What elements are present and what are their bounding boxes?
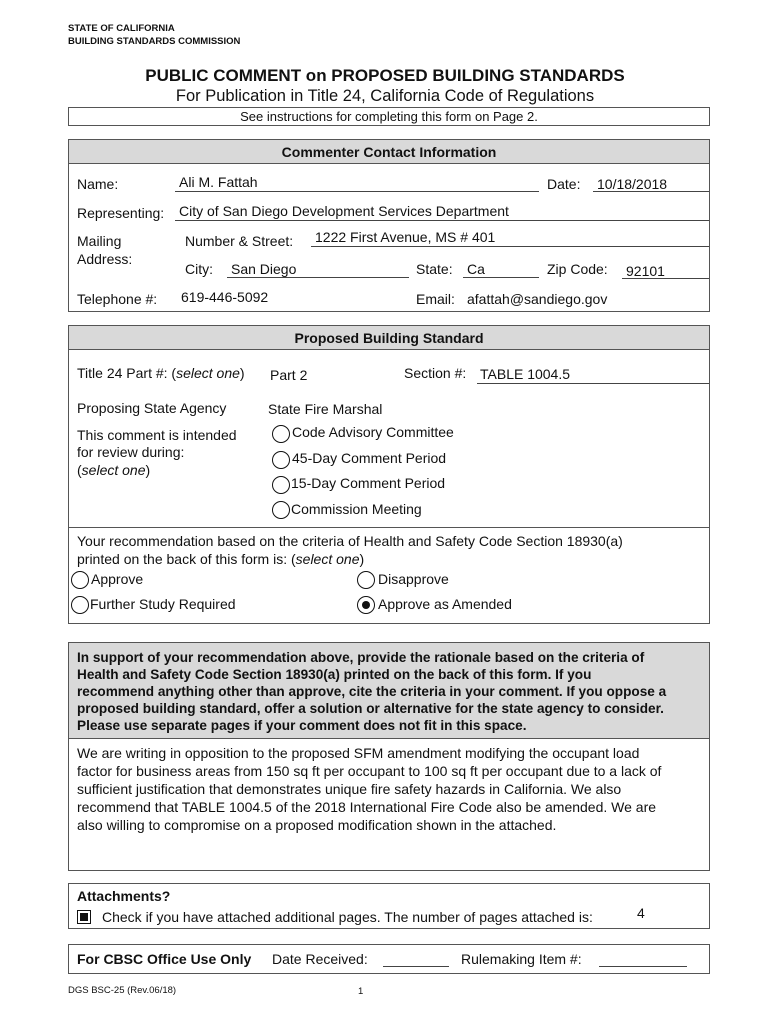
rec-option-further-study: Further Study Required (90, 596, 236, 612)
name-label: Name: (77, 176, 119, 192)
form-subtitle: For Publication in Title 24, California Code of Regulations (175, 87, 595, 105)
review-radio-cac[interactable] (272, 425, 290, 443)
agency-label: Proposing State Agency (77, 400, 227, 416)
state-value[interactable]: Ca (467, 261, 485, 277)
representing-label: Representing: (77, 205, 165, 221)
contact-section (68, 139, 710, 312)
agency-header (68, 22, 240, 48)
name-line (175, 191, 539, 192)
zip-value[interactable]: 92101 (626, 263, 665, 279)
page-number: 1 (358, 986, 364, 997)
review-option-15day: 15-Day Comment Period (291, 475, 446, 491)
contact-header: Commenter Contact Information (69, 140, 709, 164)
comment-text-area[interactable] (77, 744, 703, 834)
review-label-2: for review during: (77, 444, 185, 460)
comment-line: factor for business areas from 150 sq ft per occupant to 100 sq ft per occupant due to a lack of (77, 763, 662, 779)
email-label: Email: (416, 291, 455, 307)
date-value[interactable]: 10/18/2018 (597, 176, 668, 192)
street-label: Number & Street: (185, 233, 294, 249)
attachments-checkbox[interactable] (77, 910, 91, 924)
instructions-note: See instructions for completing this form on Page 2. (68, 107, 710, 126)
rationale-section (68, 642, 710, 871)
zip-label: Zip Code: (547, 261, 608, 277)
state-label: State: (416, 261, 453, 277)
review-radio-15day[interactable] (272, 476, 290, 494)
rec-radio-approve[interactable] (71, 571, 89, 589)
agency-line2: BUILDING STANDARDS COMMISSION (68, 36, 241, 47)
email-value[interactable]: afattah@sandiego.gov (467, 291, 608, 307)
city-line (227, 277, 409, 278)
proposed-section (68, 325, 710, 624)
comment-line: sufficient justification that demonstrates unique fire safety hazards in California. We also (77, 781, 622, 797)
rulemaking-label: Rulemaking Item #: (461, 951, 582, 967)
phone-value[interactable]: 619-446-5092 (181, 289, 269, 305)
representing-value[interactable]: City of San Diego Development Services Department (179, 203, 509, 219)
date-received-label: Date Received: (272, 951, 368, 967)
review-label-3: (select one) (77, 462, 151, 478)
section-label: Section #: (404, 365, 467, 381)
agency-line1: STATE OF CALIFORNIA (68, 23, 175, 34)
date-line (593, 191, 709, 192)
rec-option-approve: Approve (91, 571, 144, 587)
section-value[interactable]: TABLE 1004.5 (480, 366, 571, 382)
mailing-label-2: Address: (77, 251, 133, 267)
rationale-instr-line: Health and Safety Code Section 18930(a) printed on the back of this form. If you (77, 667, 592, 682)
street-value[interactable]: 1222 First Avenue, MS # 401 (315, 229, 496, 245)
form-title: PUBLIC COMMENT on PROPOSED BUILDING STANDARDS (145, 66, 625, 85)
rationale-instr-line: Please use separate pages if your comment does not fit in this space. (77, 718, 527, 733)
review-label-1: This comment is intended (77, 427, 237, 443)
zip-line (622, 278, 709, 279)
representing-line (175, 220, 709, 221)
review-option-meeting: Commission Meeting (291, 501, 422, 517)
recommendation-text-1: Your recommendation based on the criteria of Health and Safety Code Section 18930(a) (77, 533, 623, 549)
rec-radio-approve-amended[interactable] (357, 596, 375, 614)
rationale-instr-line: proposed building standard, offer a solution or alternative for the state agency to consider. (77, 701, 664, 716)
part-value[interactable]: Part 2 (270, 367, 308, 383)
proposed-header: Proposed Building Standard (69, 326, 709, 350)
recommendation-text-2: printed on the back of this form is: (select one) (77, 551, 365, 567)
city-label: City: (185, 261, 213, 277)
name-value[interactable]: Ali M. Fattah (179, 174, 258, 190)
date-received-line (383, 966, 449, 967)
recommendation-divider (69, 527, 709, 528)
comment-line: We are writing in opposition to the proposed SFM amendment modifying the occupant load (77, 745, 640, 761)
review-option-cac: Code Advisory Committee (292, 424, 454, 440)
office-use-section (68, 944, 710, 974)
part-label: Title 24 Part #: (select one) (77, 365, 245, 381)
phone-label: Telephone #: (77, 291, 158, 307)
rationale-instructions (69, 643, 709, 739)
comment-line: also willing to compromise on a proposed modification shown in the attached. (77, 817, 557, 833)
rec-option-approve-amended: Approve as Amended (378, 596, 512, 612)
agency-value[interactable]: State Fire Marshal (268, 401, 383, 417)
rec-radio-further-study[interactable] (71, 596, 89, 614)
state-line (463, 277, 539, 278)
rec-radio-disapprove[interactable] (357, 571, 375, 589)
review-option-45day: 45-Day Comment Period (292, 450, 447, 466)
attachments-header: Attachments? (77, 888, 171, 904)
rationale-instr-line: In support of your recommendation above, provide the rationale based on the criteria of (77, 650, 645, 665)
section-line (477, 383, 709, 384)
form-id: DGS BSC-25 (Rev.06/18) (68, 985, 177, 996)
review-radio-45day[interactable] (272, 451, 290, 469)
comment-line: recommend that TABLE 1004.5 of the 2018 International Fire Code also be amended. We are (77, 799, 657, 815)
rationale-instr-line: recommend anything other than approve, cite the criteria in your comment. If you oppose a (77, 684, 667, 699)
mailing-label-1: Mailing (77, 233, 122, 249)
office-use-label: For CBSC Office Use Only (77, 951, 252, 967)
rec-option-disapprove: Disapprove (378, 571, 449, 587)
street-line (311, 246, 709, 247)
attachments-section (68, 883, 710, 929)
review-radio-meeting[interactable] (272, 501, 290, 519)
date-label: Date: (547, 176, 581, 192)
rulemaking-line (599, 966, 687, 967)
city-value[interactable]: San Diego (231, 261, 297, 277)
attachments-count[interactable]: 4 (637, 905, 645, 921)
attachments-text: Check if you have attached additional pages. The number of pages attached is: (102, 909, 593, 925)
